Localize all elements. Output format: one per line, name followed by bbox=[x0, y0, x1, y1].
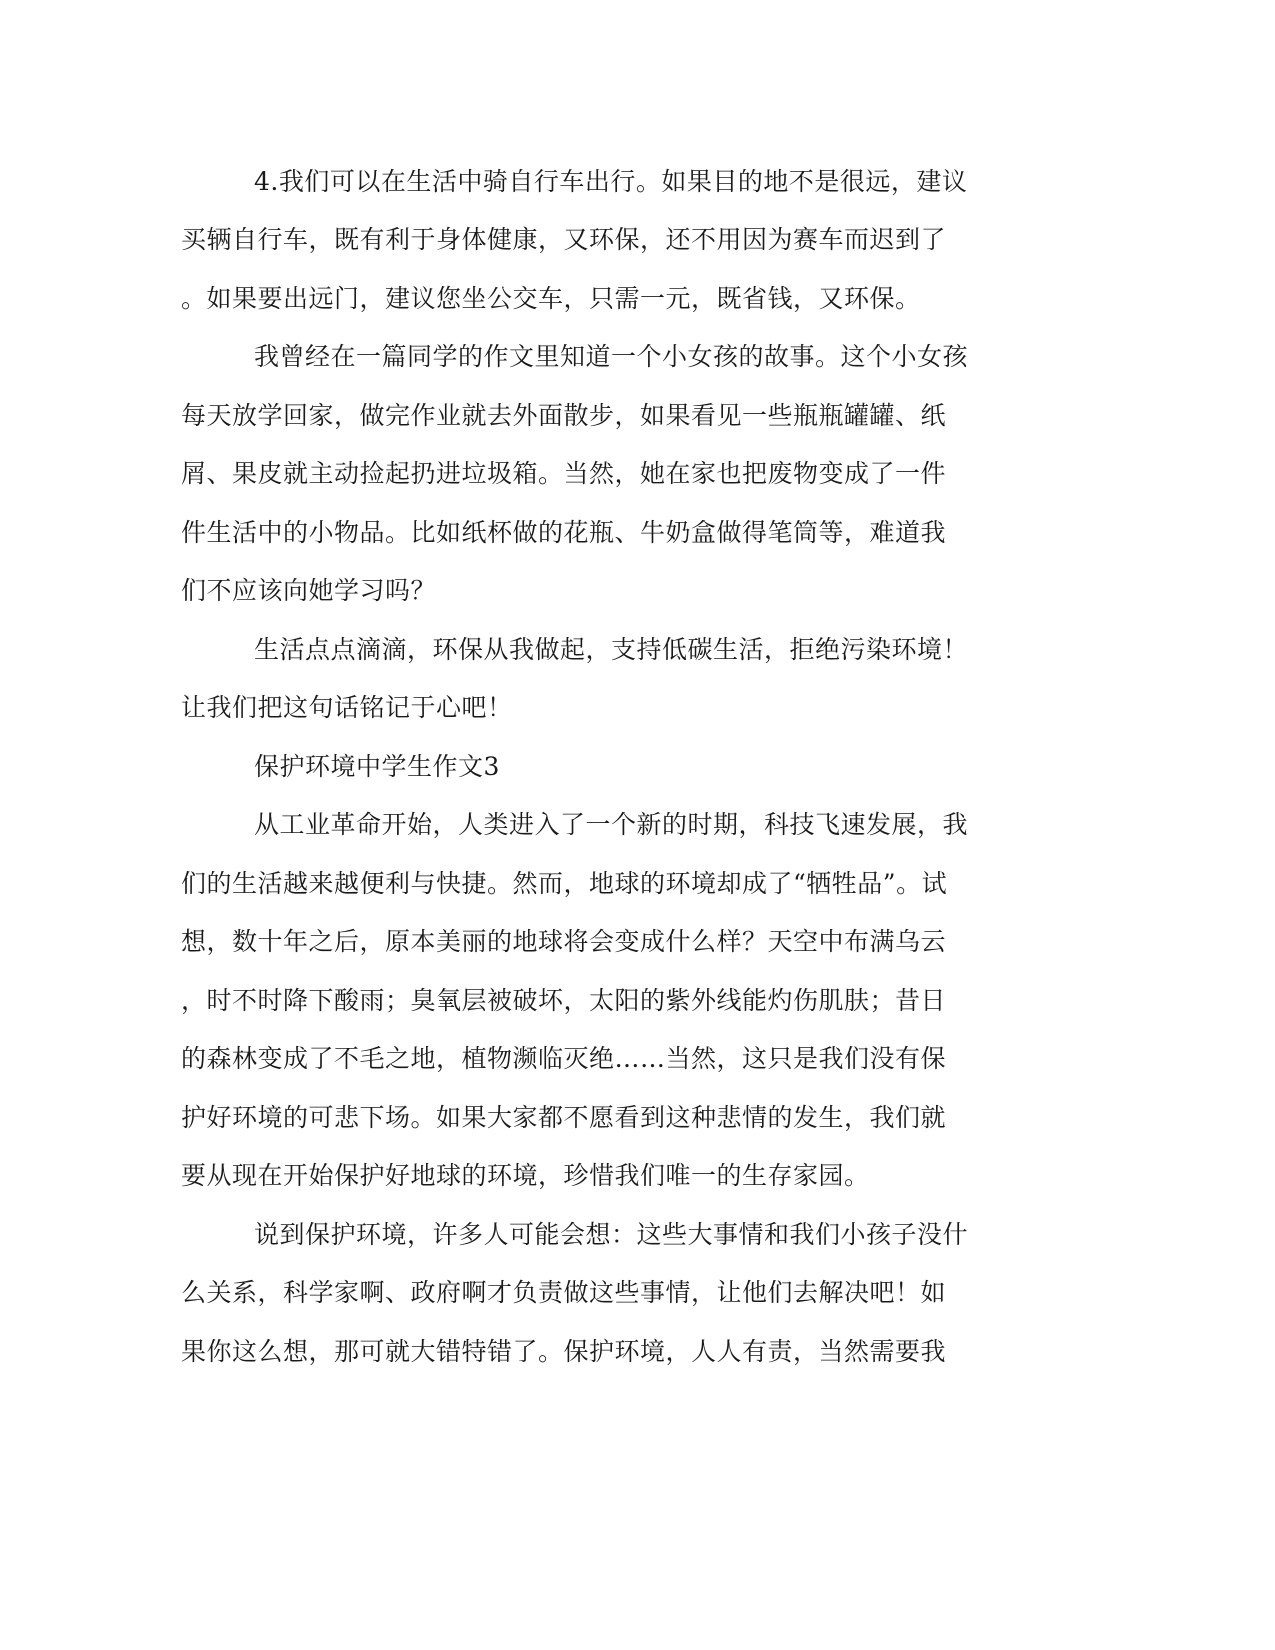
paragraph-line: 从工业革命开始，人类进入了一个新的时期，科技飞速发展，我 bbox=[254, 810, 969, 839]
section-heading: 保护环境中学生作文3 bbox=[254, 752, 500, 781]
paragraph-line: 么关系，科学家啊、政府啊才负责做这些事情，让他们去解决吧！如 bbox=[181, 1278, 947, 1307]
paragraph-line: 的森林变成了不毛之地，植物濒临灭绝……当然，这只是我们没有保 bbox=[181, 1044, 947, 1073]
paragraph-line: 件生活中的小物品。比如纸杯做的花瓶、牛奶盒做得笔筒等，难道我 bbox=[181, 518, 947, 547]
paragraph-line: 买辆自行车，既有利于身体健康，又环保，还不用因为赛车而迟到了 bbox=[181, 225, 947, 254]
paragraph-line: 要从现在开始保护好地球的环境，珍惜我们唯一的生存家园。 bbox=[181, 1161, 870, 1190]
paragraph-line: 说到保护环境，许多人可能会想：这些大事情和我们小孩子没什 bbox=[254, 1220, 969, 1249]
paragraph-line: 我曾经在一篇同学的作文里知道一个小女孩的故事。这个小女孩 bbox=[254, 342, 969, 371]
paragraph-line: ，时不时降下酸雨；臭氧层被破坏，太阳的紫外线能灼伤肌肤；昔日 bbox=[181, 986, 947, 1015]
paragraph-line: 果你这么想，那可就大错特错了。保护环境，人人有责，当然需要我 bbox=[181, 1337, 947, 1366]
paragraph-line: 让我们把这句话铭记于心吧！ bbox=[181, 693, 513, 722]
paragraph-line: 。如果要出远门，建议您坐公交车，只需一元，既省钱，又环保。 bbox=[181, 284, 921, 313]
paragraph-line: 护好环境的可悲下场。如果大家都不愿看到这种悲情的发生，我们就 bbox=[181, 1103, 947, 1132]
paragraph-line: 4.我们可以在生活中骑自行车出行。如果目的地不是很远，建议 bbox=[254, 167, 968, 196]
paragraph-line: 想，数十年之后，原本美丽的地球将会变成什么样？天空中布满乌云 bbox=[181, 927, 947, 956]
paragraph-line: 们不应该向她学习吗？ bbox=[181, 576, 437, 605]
paragraph-line: 们的生活越来越便利与快捷。然而，地球的环境却成了“牺牲品”。试 bbox=[181, 869, 948, 898]
paragraph-line: 屑、果皮就主动捡起扔进垃圾箱。当然，她在家也把废物变成了一件 bbox=[181, 459, 947, 488]
paragraph-line: 生活点点滴滴，环保从我做起，支持低碳生活，拒绝污染环境！ bbox=[254, 635, 969, 664]
paragraph-line: 每天放学回家，做完作业就去外面散步，如果看见一些瓶瓶罐罐、纸 bbox=[181, 401, 947, 430]
